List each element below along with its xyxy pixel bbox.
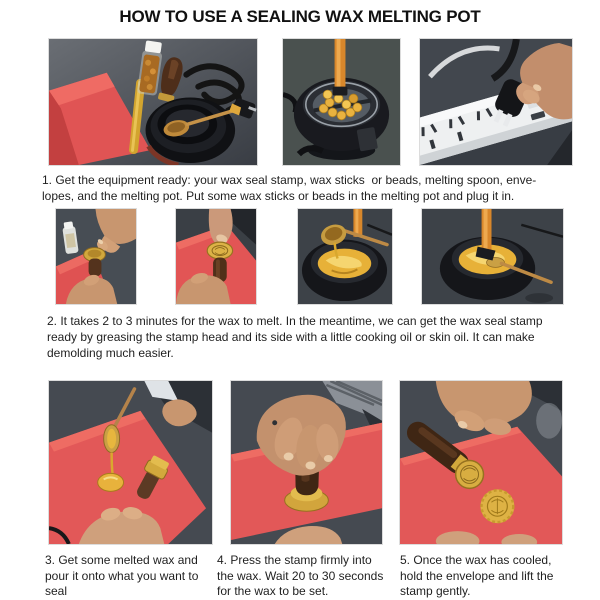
brass-stamp-head bbox=[456, 461, 484, 489]
step-2-text: 2. It takes 2 to 3 minutes for the wax to melt. In the meantime, we can get the wax seal stamp ready by greasing the stamp head and its side with a little cooking oil or skin oil. It can make demolding much easier. bbox=[47, 314, 543, 360]
page-title: HOW TO USE A SEALING WAX MELTING POT bbox=[119, 7, 481, 26]
photo-equipment-overview bbox=[48, 38, 258, 166]
step-4-text: 4. Press the stamp firmly into the wax. Wait 20 to 30 seconds for the wax to be set. bbox=[217, 553, 384, 598]
melting-pot bbox=[302, 240, 387, 301]
step-1-text: 1. Get the equipment ready: your wax seal stamp, wax sticks or beads, melting spoon, enve- lopes, and the melting pot. Put some wax sticks or beads in the melting pot and plug it in. bbox=[42, 173, 537, 203]
step-3-text: 3. Get some melted wax and pour it onto what you want to seal bbox=[45, 553, 199, 598]
photo-plug-into-power-strip bbox=[419, 38, 573, 166]
photo-pressing-stamp bbox=[230, 380, 383, 545]
step-5-text: 5. Once the wax has cooled, hold the envelope and lift the stamp gently. bbox=[400, 553, 554, 598]
wax-blob bbox=[98, 473, 124, 491]
photo-pouring-wax bbox=[48, 380, 213, 545]
photo-oil-bottle-and-stamp bbox=[55, 208, 137, 305]
brass-stamp-head bbox=[207, 242, 232, 259]
photo-lifting-melted-wax bbox=[297, 208, 393, 305]
photo-greasing-stamp-head bbox=[175, 208, 257, 305]
blurred-bottle bbox=[536, 403, 562, 439]
wax-stick bbox=[333, 39, 348, 96]
photo-beads-in-pot bbox=[282, 38, 401, 166]
photo-stirring-melted-wax bbox=[421, 208, 564, 305]
wax-seal bbox=[481, 489, 515, 523]
photo-lifting-stamp-seal bbox=[399, 380, 563, 545]
